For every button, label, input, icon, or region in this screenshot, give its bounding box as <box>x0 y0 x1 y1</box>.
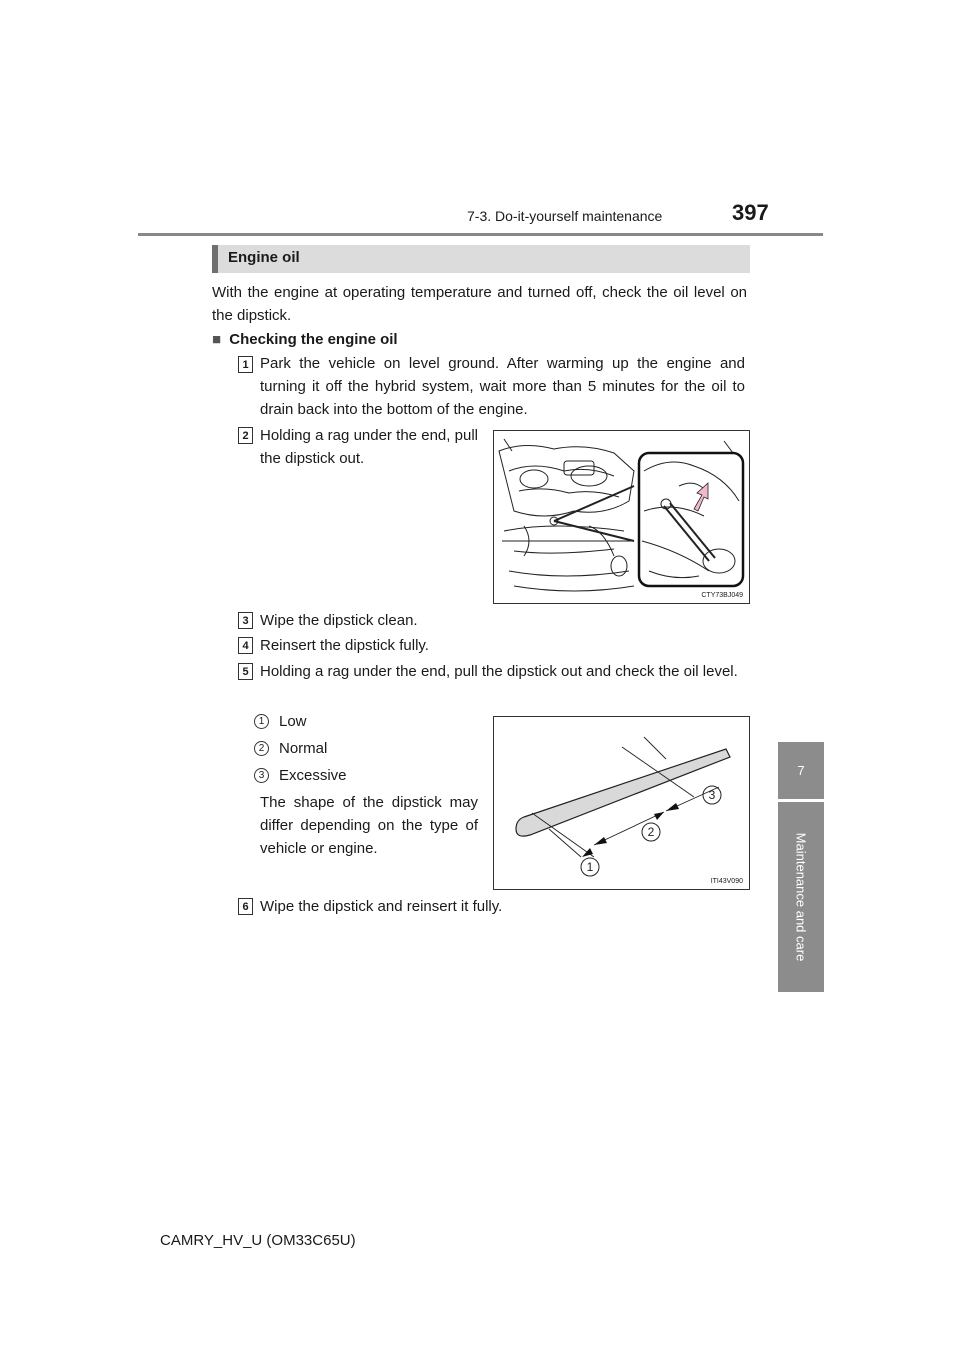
level-1-label: Low <box>279 713 307 730</box>
step-5-number: 5 <box>238 663 253 680</box>
dipstick-figure-code: ITI43V090 <box>710 878 743 885</box>
step-1-number: 1 <box>238 356 253 373</box>
step-4-text: Reinsert the dipstick fully. <box>260 637 429 654</box>
running-header-section: 7-3. Do-it-yourself maintenance <box>467 208 663 224</box>
step-2-number: 2 <box>238 427 253 444</box>
dipstick-callout-2: 2 <box>647 825 655 839</box>
step-6-number: 6 <box>238 898 253 915</box>
level-2-label: Normal <box>279 740 328 757</box>
chapter-tab <box>778 802 824 992</box>
subheading-text: Checking the engine oil <box>229 331 398 348</box>
subheading <box>212 328 398 351</box>
chapter-tab-label: Maintenance and care <box>793 832 809 962</box>
dipstick-callout-1: 1 <box>586 860 594 874</box>
step-3-number: 3 <box>238 612 253 629</box>
step-4-number: 4 <box>238 637 253 654</box>
step-6-text: Wipe the dipstick and reinsert it fully. <box>260 898 503 915</box>
header-rule <box>138 233 823 236</box>
dipstick-note: The shape of the dipstick may differ depending on the type of vehicle or engine. <box>260 794 478 857</box>
dipstick-illustration <box>493 716 750 890</box>
intro-paragraph: With the engine at operating temperature and turned off, check the oil level on the dipstick. <box>212 284 747 324</box>
level-2-marker: 2 <box>254 741 269 756</box>
level-3-marker: 3 <box>254 768 269 783</box>
level-1-marker: 1 <box>254 714 269 729</box>
subheading-marker: ■ <box>212 331 222 348</box>
chapter-tab-number: 7 <box>778 742 824 799</box>
section-title-bar <box>212 245 750 273</box>
engine-drawing <box>494 431 750 604</box>
step-2-text: Holding a rag under the end, pull the dipstick out. <box>260 427 478 467</box>
dipstick-drawing <box>494 717 750 890</box>
document-footer-code: CAMRY_HV_U (OM33C65U) <box>160 1232 356 1249</box>
engine-figure-code: CTY73BJ049 <box>701 592 743 599</box>
page-number: 397 <box>732 200 769 225</box>
level-3-label: Excessive <box>279 767 347 784</box>
section-title: Engine oil <box>228 249 300 266</box>
step-3-text: Wipe the dipstick clean. <box>260 612 418 629</box>
step-1-text: Park the vehicle on level ground. After warming up the engine and turning it off the hybrid system, wait more than 5 minutes for the oil to drain back into the bottom of the engine. <box>260 355 745 418</box>
dipstick-callout-3: 3 <box>708 788 716 802</box>
step-5-text: Holding a rag under the end, pull the dipstick out and check the oil level. <box>260 663 738 680</box>
engine-illustration <box>493 430 750 604</box>
